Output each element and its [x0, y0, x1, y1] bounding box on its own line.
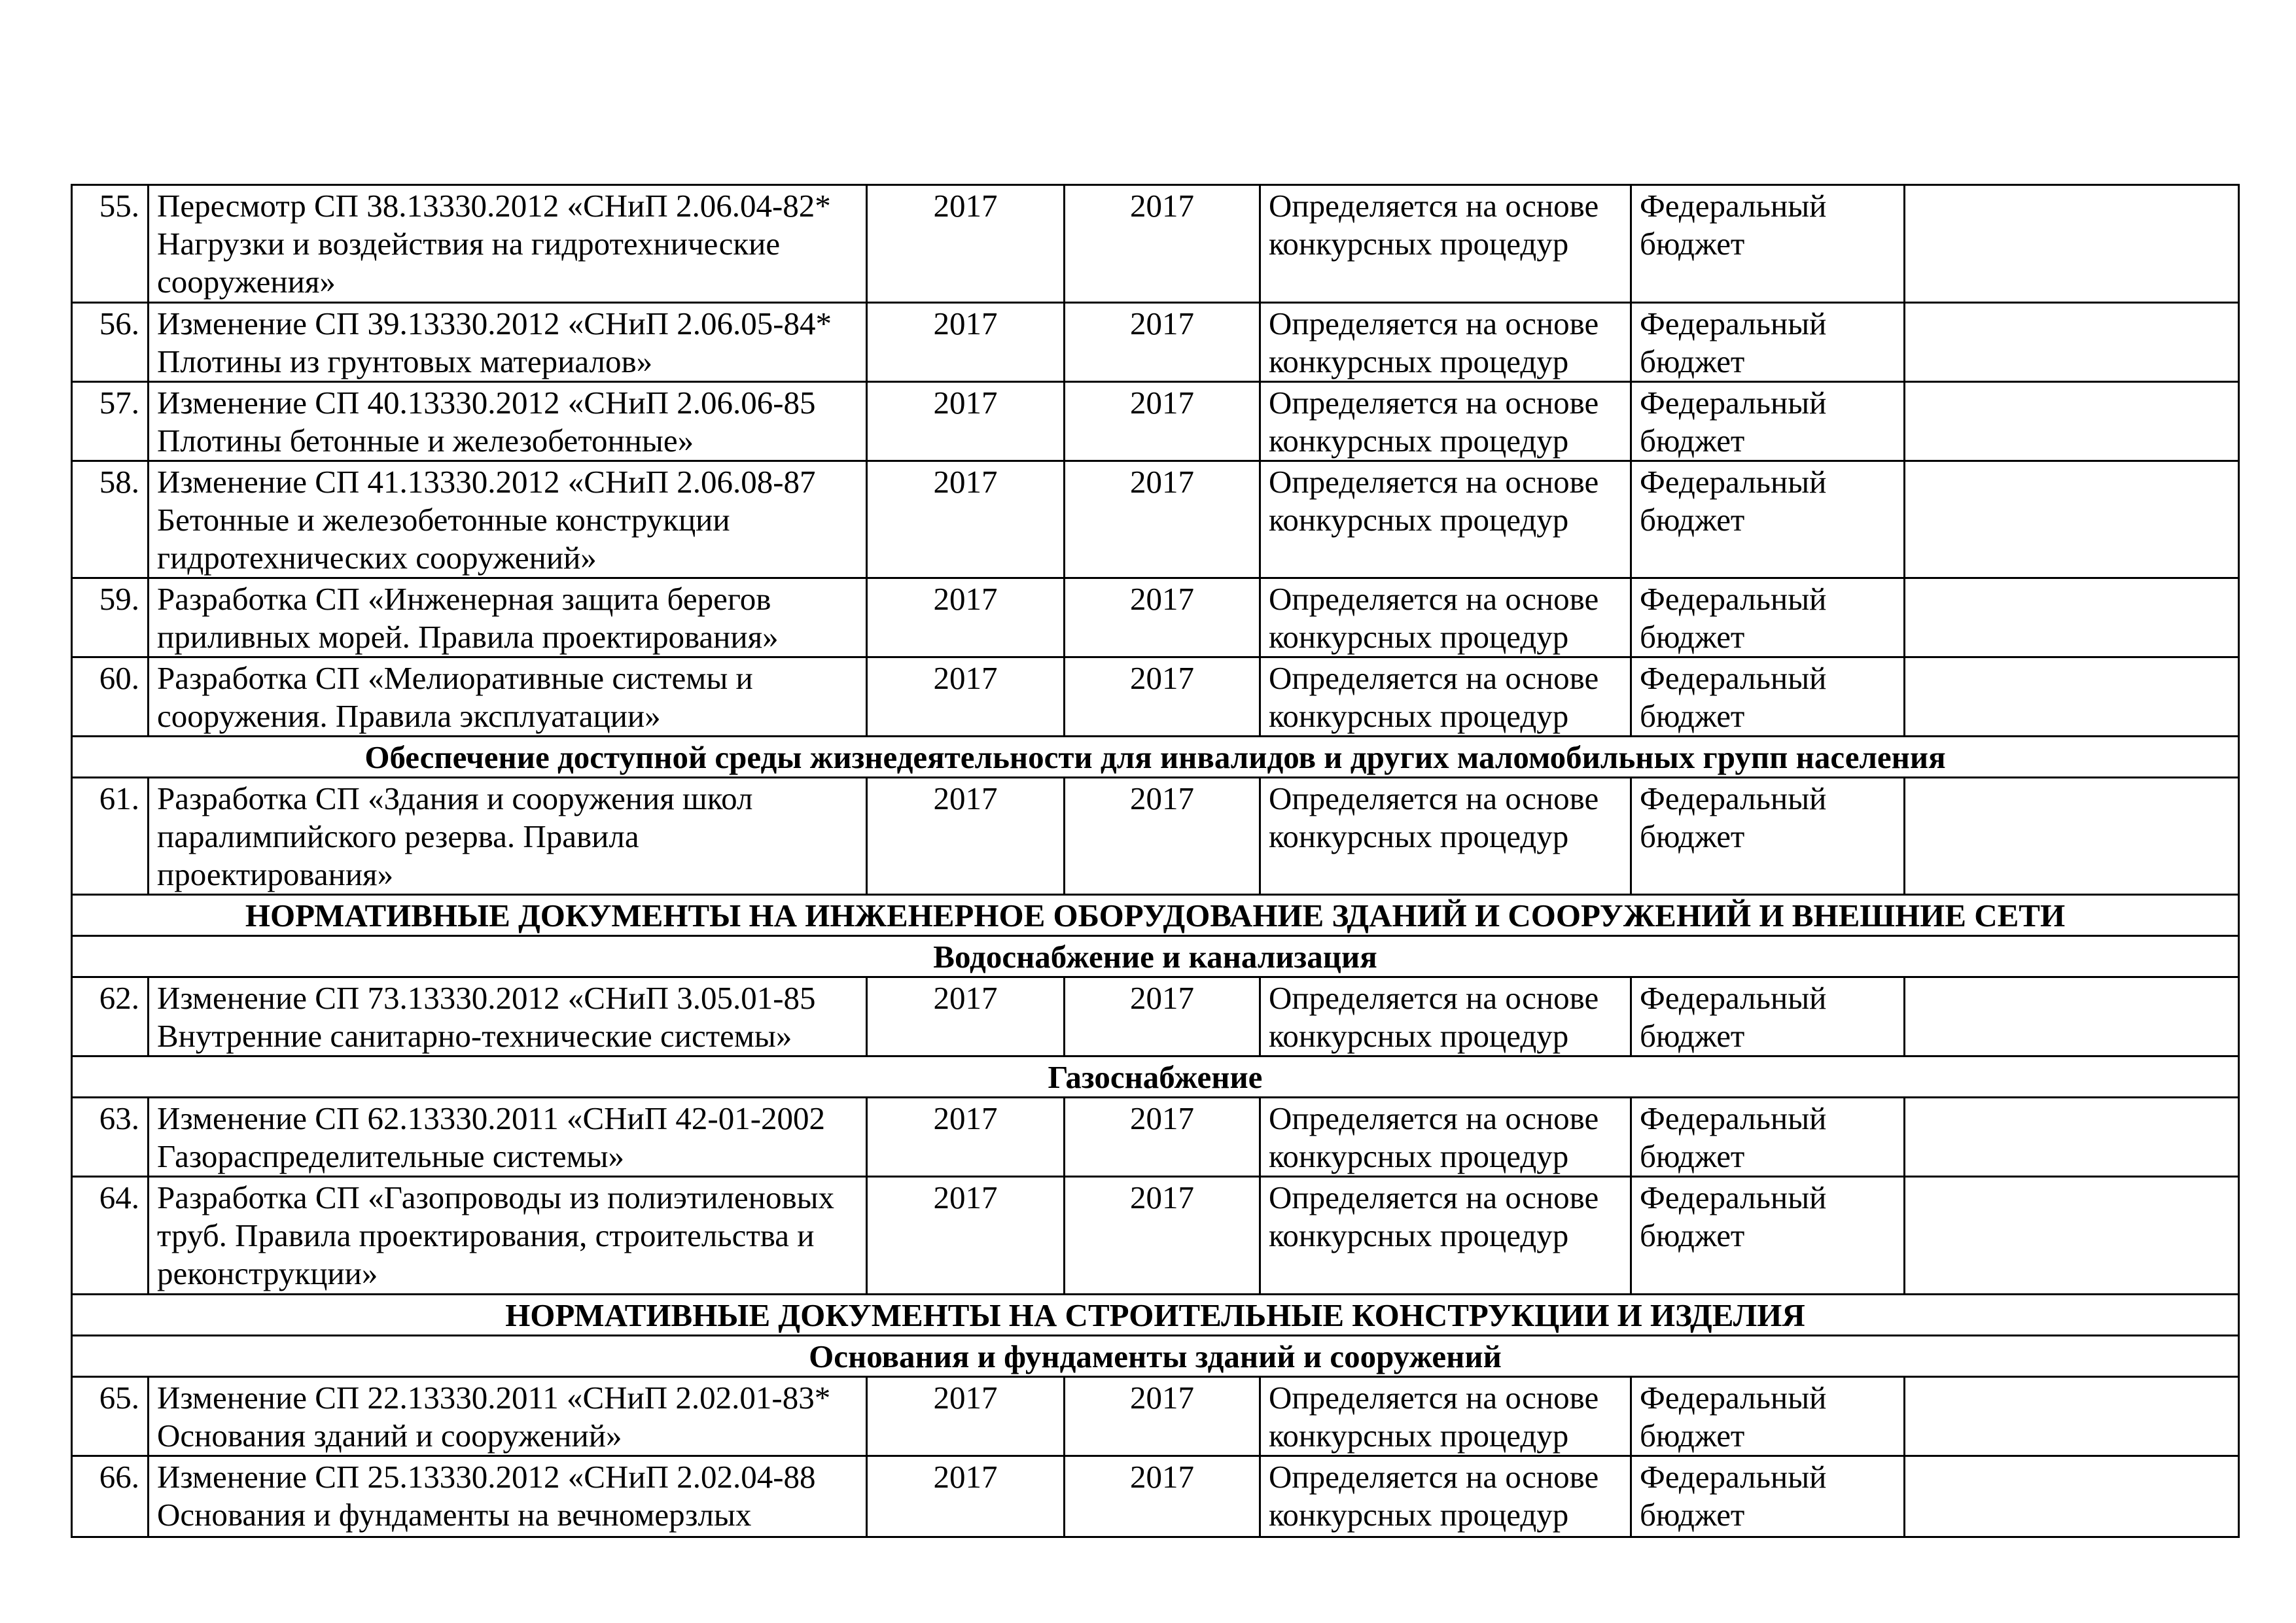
table-row — [72, 303, 2239, 382]
document-title-cell: Изменение СП 40.13330.2012 «СНиП 2.06.06-85 Плотины бетонные и железобетонные» — [149, 382, 867, 461]
end-year-cell: 2017 — [1065, 1377, 1260, 1456]
start-year-cell: 2017 — [867, 303, 1065, 382]
document-title-cell: Разработка СП «Здания и сооружения школ паралимпийского резерва. Правила проектирования» — [149, 778, 867, 895]
document-title-cell: Изменение СП 39.13330.2012 «СНиП 2.06.05-84* Плотины из грунтовых материалов» — [149, 303, 867, 382]
section-header-row — [72, 1295, 2239, 1336]
end-year-cell: 2017 — [1065, 578, 1260, 657]
table-row — [72, 977, 2239, 1056]
note-cell — [1905, 461, 2239, 578]
start-year-cell: 2017 — [867, 461, 1065, 578]
row-number-cell: 61. — [72, 778, 149, 895]
subsection-header-row — [72, 1336, 2239, 1377]
subsection-header-row — [72, 936, 2239, 977]
note-cell — [1905, 1098, 2239, 1177]
executor-cell: Определяется на основе конкурсных процедур — [1260, 977, 1631, 1056]
row-number-cell: 59. — [72, 578, 149, 657]
document-title-cell: Изменение СП 73.13330.2012 «СНиП 3.05.01-85 Внутренние санитарно-технические системы» — [149, 977, 867, 1056]
plan-table — [71, 184, 2240, 1538]
row-number-cell: 56. — [72, 303, 149, 382]
table-row — [72, 382, 2239, 461]
table-row — [72, 461, 2239, 578]
document-title-cell: Изменение СП 41.13330.2012 «СНиП 2.06.08-87 Бетонные и железобетонные конструкции гидротехнических сооружений» — [149, 461, 867, 578]
funding-source-cell: Федеральный бюджет — [1631, 1456, 1905, 1537]
section-title: НОРМАТИВНЫЕ ДОКУМЕНТЫ НА ИНЖЕНЕРНОЕ ОБОРУДОВАНИЕ ЗДАНИЙ И СООРУЖЕНИЙ И ВНЕШНИЕ СЕТИ — [72, 895, 2239, 936]
end-year-cell: 2017 — [1065, 977, 1260, 1056]
start-year-cell: 2017 — [867, 1456, 1065, 1537]
note-cell — [1905, 578, 2239, 657]
row-number-cell: 57. — [72, 382, 149, 461]
subsection-title: Водоснабжение и канализация — [72, 936, 2239, 977]
funding-source-cell: Федеральный бюджет — [1631, 185, 1905, 303]
start-year-cell: 2017 — [867, 382, 1065, 461]
funding-source-cell: Федеральный бюджет — [1631, 1098, 1905, 1177]
document-title-cell: Разработка СП «Инженерная защита берегов приливных морей. Правила проектирования» — [149, 578, 867, 657]
document-title-cell: Разработка СП «Газопроводы из полиэтиленовых труб. Правила проектирования, строительства и реконструкции» — [149, 1177, 867, 1295]
funding-source-cell: Федеральный бюджет — [1631, 1177, 1905, 1295]
executor-cell: Определяется на основе конкурсных процедур — [1260, 578, 1631, 657]
start-year-cell: 2017 — [867, 578, 1065, 657]
start-year-cell: 2017 — [867, 1377, 1065, 1456]
funding-source-cell: Федеральный бюджет — [1631, 1377, 1905, 1456]
executor-cell: Определяется на основе конкурсных процедур — [1260, 303, 1631, 382]
subsection-header-row — [72, 1056, 2239, 1098]
executor-cell: Определяется на основе конкурсных процедур — [1260, 461, 1631, 578]
end-year-cell: 2017 — [1065, 185, 1260, 303]
table-row — [72, 1456, 2239, 1537]
funding-source-cell: Федеральный бюджет — [1631, 657, 1905, 737]
document-title-cell: Изменение СП 62.13330.2011 «СНиП 42-01-2002 Газораспределительные системы» — [149, 1098, 867, 1177]
note-cell — [1905, 1456, 2239, 1537]
start-year-cell: 2017 — [867, 185, 1065, 303]
document-title-cell: Разработка СП «Мелиоративные системы и сооружения. Правила эксплуатации» — [149, 657, 867, 737]
note-cell — [1905, 977, 2239, 1056]
end-year-cell: 2017 — [1065, 778, 1260, 895]
row-number-cell: 66. — [72, 1456, 149, 1537]
row-number-cell: 64. — [72, 1177, 149, 1295]
start-year-cell: 2017 — [867, 1177, 1065, 1295]
executor-cell: Определяется на основе конкурсных процедур — [1260, 1177, 1631, 1295]
note-cell — [1905, 1177, 2239, 1295]
end-year-cell: 2017 — [1065, 1098, 1260, 1177]
end-year-cell: 2017 — [1065, 303, 1260, 382]
row-number-cell: 58. — [72, 461, 149, 578]
table-row — [72, 1377, 2239, 1456]
table-row — [72, 578, 2239, 657]
table-row — [72, 185, 2239, 303]
note-cell — [1905, 778, 2239, 895]
executor-cell: Определяется на основе конкурсных процедур — [1260, 382, 1631, 461]
row-number-cell: 63. — [72, 1098, 149, 1177]
table-row — [72, 778, 2239, 895]
table-row — [72, 1098, 2239, 1177]
executor-cell: Определяется на основе конкурсных процедур — [1260, 778, 1631, 895]
funding-source-cell: Федеральный бюджет — [1631, 382, 1905, 461]
section-header-row — [72, 895, 2239, 936]
end-year-cell: 2017 — [1065, 1456, 1260, 1537]
end-year-cell: 2017 — [1065, 382, 1260, 461]
executor-cell: Определяется на основе конкурсных процедур — [1260, 1456, 1631, 1537]
subsection-header-row — [72, 737, 2239, 778]
table-row — [72, 657, 2239, 737]
note-cell — [1905, 303, 2239, 382]
end-year-cell: 2017 — [1065, 461, 1260, 578]
executor-cell: Определяется на основе конкурсных процедур — [1260, 185, 1631, 303]
funding-source-cell: Федеральный бюджет — [1631, 303, 1905, 382]
row-number-cell: 65. — [72, 1377, 149, 1456]
executor-cell: Определяется на основе конкурсных процедур — [1260, 1098, 1631, 1177]
subsection-title: Газоснабжение — [72, 1056, 2239, 1098]
document-title-cell: Пересмотр СП 38.13330.2012 «СНиП 2.06.04-82* Нагрузки и воздействия на гидротехнические сооружения» — [149, 185, 867, 303]
funding-source-cell: Федеральный бюджет — [1631, 778, 1905, 895]
section-title: НОРМАТИВНЫЕ ДОКУМЕНТЫ НА СТРОИТЕЛЬНЫЕ КОНСТРУКЦИИ И ИЗДЕЛИЯ — [72, 1295, 2239, 1336]
executor-cell: Определяется на основе конкурсных процедур — [1260, 657, 1631, 737]
subsection-title: Обеспечение доступной среды жизнедеятельности для инвалидов и других маломобильных групп населения — [72, 737, 2239, 778]
funding-source-cell: Федеральный бюджет — [1631, 461, 1905, 578]
funding-source-cell: Федеральный бюджет — [1631, 578, 1905, 657]
end-year-cell: 2017 — [1065, 1177, 1260, 1295]
start-year-cell: 2017 — [867, 657, 1065, 737]
start-year-cell: 2017 — [867, 977, 1065, 1056]
row-number-cell: 60. — [72, 657, 149, 737]
executor-cell: Определяется на основе конкурсных процедур — [1260, 1377, 1631, 1456]
note-cell — [1905, 1377, 2239, 1456]
funding-source-cell: Федеральный бюджет — [1631, 977, 1905, 1056]
end-year-cell: 2017 — [1065, 657, 1260, 737]
row-number-cell: 55. — [72, 185, 149, 303]
subsection-title: Основания и фундаменты зданий и сооружений — [72, 1336, 2239, 1377]
note-cell — [1905, 185, 2239, 303]
document-title-cell: Изменение СП 22.13330.2011 «СНиП 2.02.01-83* Основания зданий и сооружений» — [149, 1377, 867, 1456]
start-year-cell: 2017 — [867, 778, 1065, 895]
row-number-cell: 62. — [72, 977, 149, 1056]
note-cell — [1905, 382, 2239, 461]
table-row — [72, 1177, 2239, 1295]
note-cell — [1905, 657, 2239, 737]
start-year-cell: 2017 — [867, 1098, 1065, 1177]
document-title-cell: Изменение СП 25.13330.2012 «СНиП 2.02.04-88 Основания и фундаменты на вечномерзлых — [149, 1456, 867, 1537]
